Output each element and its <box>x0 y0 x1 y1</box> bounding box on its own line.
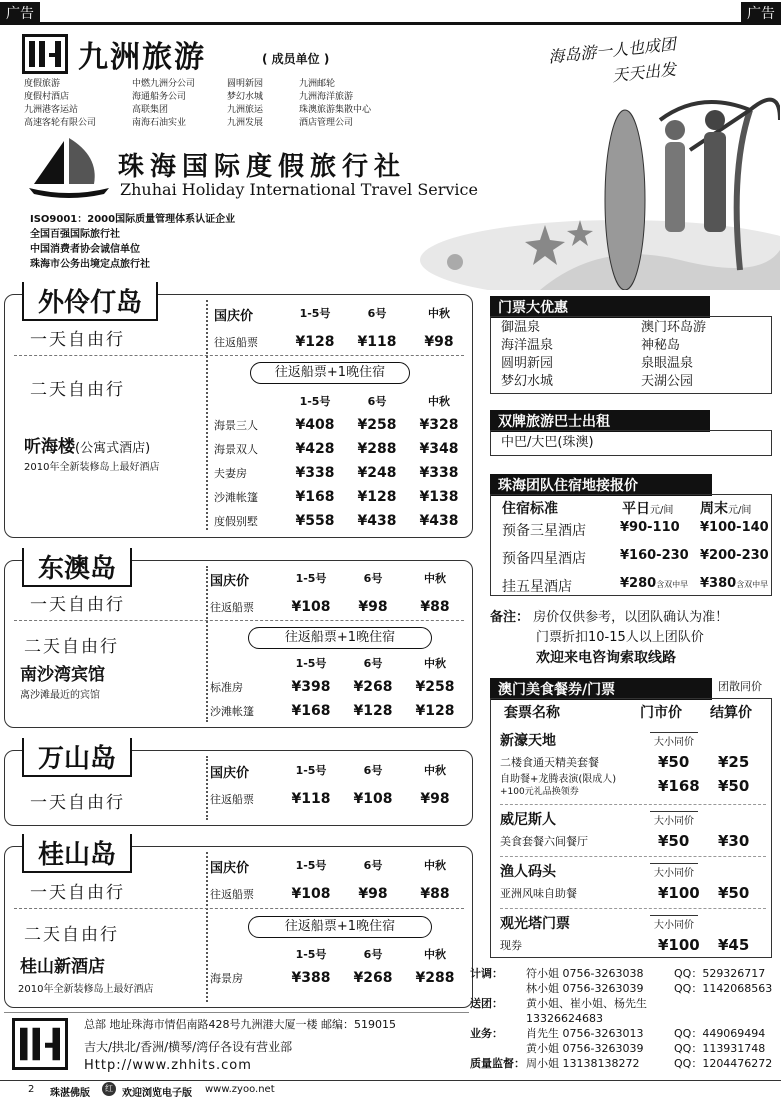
col-header: 6号 <box>363 657 383 670</box>
subsidiary-item: 九洲邮轮 <box>299 79 336 89</box>
subsidiary-item: 梦幻水城 <box>227 92 264 102</box>
retail-price: ¥100 <box>658 884 700 902</box>
table-row <box>214 489 470 505</box>
spacer <box>674 1011 780 1026</box>
contact-line: 黄小姐、崔小姐、杨先生 <box>526 997 647 1010</box>
macau-group-name: 新濠天地 <box>500 733 556 749</box>
price-cell: ¥118 <box>357 334 397 350</box>
credential-1: ISO9001：2000国际质量管理体系认证企业 <box>30 214 236 225</box>
macau-group-name: 渔人码头 <box>500 864 556 880</box>
footer-url[interactable]: Http://www.zhhits.com <box>84 1058 252 1073</box>
company-en: Zhuhai Holiday International Travel Service <box>120 180 478 199</box>
route-day1: 一天自由行 <box>30 595 125 615</box>
price-cell: ¥128 <box>353 703 393 719</box>
item-name: 二楼食通天精美套餐 <box>500 756 599 769</box>
ticket-item: 圆明新园 <box>501 356 554 371</box>
hotels-h2: 平日元/间 <box>622 501 674 517</box>
price-cell: ¥88 <box>420 599 450 615</box>
price-table-day2 <box>214 393 470 529</box>
contact-role: 业务： <box>470 1027 503 1040</box>
credential-2: 全国百强国际旅行社 <box>30 229 120 240</box>
credential-3: 中国消费者协会诚信单位 <box>30 244 140 255</box>
col-header: 1-5号 <box>295 764 327 777</box>
slogan-line2: 天天出发 <box>611 59 677 86</box>
group-divider <box>500 856 766 857</box>
col-header: 6号 <box>367 307 387 320</box>
retail-price: ¥168 <box>658 777 700 795</box>
hotel-name: 听海楼(公寓式酒店) <box>24 437 151 457</box>
subsidiary-item: 九洲海洋旅游 <box>299 92 354 102</box>
spacer <box>210 655 280 671</box>
hotels-h1: 住宿标准 <box>502 501 558 517</box>
price-note: 含双中早 <box>656 580 689 589</box>
contact-line: 黄小姐 0756-3263039 <box>526 1042 644 1055</box>
contact-qq: QQ：529326717 <box>674 967 766 980</box>
price-cell: ¥338 <box>295 465 335 481</box>
price-cell: ¥108 <box>291 886 331 902</box>
price-cell: ¥268 <box>353 970 393 986</box>
price-cell: ¥338 <box>419 465 459 481</box>
col-header: 中秋 <box>424 657 446 670</box>
contact-qq: QQ：1204476272 <box>674 1057 773 1070</box>
retail-price: ¥50 <box>658 753 690 771</box>
subsidiary-item: 圆明新园 <box>227 79 264 89</box>
price-cell: ¥398 <box>291 679 331 695</box>
macau-item <box>500 884 766 902</box>
item-line: 自助餐+龙腾表演(限成人) <box>500 774 617 785</box>
subsidiary-item: 酒店管理公司 <box>299 118 354 128</box>
macau-item <box>500 753 766 771</box>
price-cell: ¥408 <box>295 417 335 433</box>
contact-role: 质量监督： <box>470 1057 525 1070</box>
price-cell: ¥248 <box>357 465 397 481</box>
contact-line: 符小姐 0756-3263038 <box>526 967 644 980</box>
price-cell: ¥128 <box>415 703 455 719</box>
price-cell: ¥438 <box>357 513 397 529</box>
price-cell: ¥348 <box>419 441 459 457</box>
row-label: 度假别墅 <box>214 515 258 528</box>
group-divider <box>500 804 766 805</box>
price-cell: ¥138 <box>419 489 459 505</box>
pub-name: 珠湛佛版 <box>50 1088 90 1099</box>
col-header: 6号 <box>363 948 383 961</box>
price-cell: ¥388 <box>291 970 331 986</box>
price-cell: ¥108 <box>353 791 393 807</box>
package-pill: 往返船票+1晚住宿 <box>248 916 432 938</box>
row-label: 海景三人 <box>214 419 258 432</box>
company-cn: 珠海国际度假旅行社 <box>118 152 407 182</box>
weekend-price <box>700 576 770 596</box>
price-cell: ¥268 <box>353 679 393 695</box>
divider <box>206 852 208 1002</box>
route-day2: 二天自由行 <box>30 380 125 400</box>
col-header: 1-5号 <box>299 307 331 320</box>
hotel-desc: 2010年全新装修岛上最好酒店 <box>18 984 154 995</box>
island-title-wailingding: 外伶仃岛 <box>22 282 158 321</box>
island-title-wanshan: 万山岛 <box>22 738 132 777</box>
contact-row <box>470 1011 780 1026</box>
page-number: 2 <box>28 1084 35 1095</box>
col-header: 中秋 <box>424 764 446 777</box>
pub-url[interactable]: www.zyoo.net <box>205 1084 275 1095</box>
col-header: 中秋 <box>424 948 446 961</box>
contact-line: 林小姐 0756-3263039 <box>526 982 644 995</box>
col-header: 中秋 <box>424 572 446 585</box>
spacer <box>210 946 280 962</box>
ticket-item: 梦幻水城 <box>501 374 554 389</box>
item-name: 美食套餐六间餐厅 <box>500 835 588 848</box>
hotel-name: 桂山新酒店 <box>20 957 105 977</box>
contact-row <box>470 1026 780 1041</box>
price: ¥380 <box>700 576 737 591</box>
price-cell: ¥328 <box>419 417 459 433</box>
subsidiary-item: 海通船务公司 <box>132 92 187 102</box>
island-title-guishan: 桂山岛 <box>22 834 132 873</box>
table-row <box>214 465 470 481</box>
credential-4: 珠海市公务出境定点旅行社 <box>30 259 150 270</box>
macau-group-header <box>500 809 766 829</box>
price-cell: ¥98 <box>420 791 450 807</box>
retail-price: ¥50 <box>658 832 690 850</box>
weekday-price <box>620 576 700 596</box>
contact-role: 送团： <box>470 997 503 1010</box>
jiuzhou-footer-logo-icon <box>12 1018 68 1070</box>
row-label: 沙滩帐篷 <box>214 491 258 504</box>
settle-price: ¥50 <box>718 777 750 795</box>
contact-row <box>470 1056 780 1071</box>
spacer <box>470 1041 526 1056</box>
hotel-desc: 离沙滩最近的宾馆 <box>20 690 100 701</box>
price-table-day1 <box>214 305 470 350</box>
settle-price: ¥25 <box>718 753 750 771</box>
macau-group-header <box>500 861 766 881</box>
row-label: 标准房 <box>210 681 243 694</box>
weekday-price: ¥160-230 <box>620 548 689 563</box>
col-header: 中秋 <box>424 859 446 872</box>
table-header <box>214 305 470 324</box>
route-day1: 一天自由行 <box>30 883 125 903</box>
row-label: 海景双人 <box>214 443 258 456</box>
item-line: +100元礼品换领券 <box>500 787 579 797</box>
ad-label-right: 广告 <box>741 2 781 24</box>
note-line2: 门票折扣10-15人以上团队价 <box>536 630 704 645</box>
subsidiary-item: 九洲港客运站 <box>24 105 79 115</box>
macau-h1: 套票名称 <box>504 705 560 721</box>
island-title-dongao: 东澳岛 <box>22 548 132 587</box>
col-header: 国庆价 <box>214 309 254 324</box>
top-rule <box>0 22 781 25</box>
macau-title: 澳门美食餐券/门票 <box>490 678 712 700</box>
ticket-item: 御温泉 <box>501 320 541 335</box>
subsidiary-item: 高联集团 <box>132 105 169 115</box>
ad-label-left: 广告 <box>0 2 40 24</box>
table-header <box>210 655 470 671</box>
macau-item <box>500 774 766 798</box>
price-cell: ¥108 <box>291 599 331 615</box>
price-cell: ¥258 <box>357 417 397 433</box>
group-divider <box>500 908 766 909</box>
price-cell: ¥98 <box>424 334 454 350</box>
col-header: 6号 <box>363 764 383 777</box>
table-row <box>214 417 470 433</box>
row-label: 往返船票 <box>210 888 254 901</box>
table-row <box>214 441 470 457</box>
contact-qq: QQ：449069494 <box>674 1027 766 1040</box>
row-label: 往返船票 <box>210 793 254 806</box>
ticket-item: 天湖公园 <box>641 374 694 389</box>
col-header: 1-5号 <box>295 657 327 670</box>
macau-group-name: 威尼斯人 <box>500 812 556 828</box>
footer-address: 总部 地址珠海市情侣南路428号九洲港大厦一楼 邮编：519015 <box>84 1018 396 1031</box>
note-label: 备注： <box>490 610 530 625</box>
sailboat-logo-icon <box>24 136 114 202</box>
price-table-day1 <box>210 857 470 902</box>
row-label: 海景房 <box>210 972 243 985</box>
col-header: 中秋 <box>428 395 450 408</box>
subsidiary-item: 南海石油实业 <box>132 118 187 128</box>
macau-tag: 团散同价 <box>718 680 762 693</box>
hotel-row <box>502 548 770 568</box>
tickets-list <box>490 316 772 394</box>
settle-price: ¥50 <box>718 884 750 902</box>
col-header: 6号 <box>363 859 383 872</box>
package-pill: 往返船票+1晚住宿 <box>250 362 410 384</box>
subsidiary-item: 度假村酒店 <box>24 92 70 102</box>
table-row <box>210 599 470 615</box>
col-header: 1-5号 <box>295 859 327 872</box>
price-cell: ¥128 <box>357 489 397 505</box>
subsidiary-list <box>24 78 389 130</box>
pub-badge-icon: 红 <box>102 1082 116 1096</box>
table-header <box>210 946 470 962</box>
table-row <box>214 513 470 529</box>
price-cell: ¥118 <box>291 791 331 807</box>
item-name <box>500 774 658 798</box>
col-header: 1-5号 <box>295 948 327 961</box>
hotel-name: 南沙湾宾馆 <box>20 665 105 685</box>
ticket-item: 泉眼温泉 <box>641 356 694 371</box>
same-price-tag: 大小同价 <box>650 811 698 827</box>
subsidiary-item: 珠澳旅游集散中心 <box>299 105 372 115</box>
price: ¥280 <box>620 576 657 591</box>
contact-row <box>470 996 780 1011</box>
same-price-tag: 大小同价 <box>650 915 698 931</box>
route-day1: 一天自由行 <box>30 330 125 350</box>
row-label: 沙滩帐篷 <box>210 705 254 718</box>
divider <box>206 300 208 530</box>
price-cell: ¥438 <box>419 513 459 529</box>
macau-group-header <box>500 913 766 933</box>
route-day1: 一天自由行 <box>30 793 125 813</box>
item-name: 亚洲风味自助餐 <box>500 887 577 900</box>
jiuzhou-logo-icon <box>22 34 68 74</box>
ticket-item: 澳门环岛游 <box>641 320 707 335</box>
divider <box>14 908 464 909</box>
price-cell: ¥558 <box>295 513 335 529</box>
contact-line: 13326624683 <box>526 1012 603 1025</box>
macau-list <box>500 726 766 954</box>
table-header <box>210 857 470 876</box>
contact-row <box>470 981 780 996</box>
contact-qq: QQ：113931748 <box>674 1042 766 1055</box>
settle-price: ¥30 <box>718 832 750 850</box>
table-row <box>214 334 470 350</box>
contact-qq: QQ：1142068563 <box>674 982 773 995</box>
subsidiary-item: 度假旅游 <box>24 79 61 89</box>
row-label: 往返船票 <box>210 601 254 614</box>
hotels-title: 珠海团队住宿地接报价 <box>490 474 712 496</box>
brand-title: 九洲旅游 <box>78 40 206 75</box>
pub-tag: 欢迎浏览电子版 <box>122 1088 192 1099</box>
footer-branches: 吉大/拱北/香洲/横琴/湾仔各设有营业部 <box>84 1040 293 1054</box>
ticket-item: 神秘岛 <box>641 338 681 353</box>
package-pill: 往返船票+1晚住宿 <box>248 627 432 649</box>
contact-row <box>470 966 780 981</box>
note-line3: 欢迎来电咨询索取线路 <box>536 650 676 666</box>
same-price-tag: 大小同价 <box>650 863 698 879</box>
hotel-desc: 2010年全新装修岛上最好酒店 <box>24 462 160 473</box>
price-cell: ¥88 <box>420 886 450 902</box>
macau-group-header <box>500 730 766 750</box>
macau-item <box>500 936 766 954</box>
weekday-price: ¥90-110 <box>620 520 680 535</box>
col-header: 1-5号 <box>295 572 327 585</box>
weekend-price: ¥200-230 <box>700 548 769 563</box>
slogan-line1: 海岛游一人也成团 <box>547 34 677 67</box>
ticket-item: 海洋温泉 <box>501 338 554 353</box>
table-row <box>210 886 470 902</box>
price-cell: ¥168 <box>291 703 331 719</box>
divider <box>206 756 208 820</box>
hotels-h3: 周末元/间 <box>700 501 752 517</box>
contact-line: 肖先生 0756-3263013 <box>526 1027 644 1040</box>
contact-line: 周小姐 13138138272 <box>526 1057 640 1070</box>
weekend-price: ¥100-140 <box>700 520 769 535</box>
subsidiary-item: 九洲旅运 <box>227 105 264 115</box>
spacer <box>470 1011 526 1026</box>
hotels-rows <box>502 520 770 604</box>
note-block <box>490 608 780 668</box>
credentials <box>30 212 235 272</box>
price-cell: ¥98 <box>358 886 388 902</box>
price-cell: ¥288 <box>357 441 397 457</box>
price-cell: ¥288 <box>415 970 455 986</box>
contacts <box>470 966 780 1071</box>
price-table-day1 <box>210 570 470 615</box>
spacer <box>470 981 526 996</box>
table-row <box>210 791 470 807</box>
route-day2: 二天自由行 <box>24 925 119 945</box>
table-header <box>210 762 470 781</box>
bus-title: 双牌旅游巴士出租 <box>490 410 710 432</box>
divider <box>14 355 464 356</box>
contact-role: 计调： <box>470 967 503 980</box>
price-table-day1 <box>210 762 470 807</box>
divider <box>206 566 208 722</box>
col-header: 国庆价 <box>210 861 250 876</box>
member-tag: ( 成员单位 ) <box>262 52 330 66</box>
hotel-type: 预备三星酒店 <box>502 523 586 539</box>
price-note: 含双中早 <box>736 580 769 589</box>
macau-group-name: 观光塔门票 <box>500 916 570 932</box>
table-row <box>210 970 470 986</box>
hotel-type: 挂五星酒店 <box>502 579 572 595</box>
macau-h3: 结算价 <box>710 705 752 721</box>
divider <box>14 620 464 621</box>
tickets-title: 门票大优惠 <box>490 296 710 318</box>
spacer <box>674 996 780 1011</box>
col-header: 国庆价 <box>210 574 250 589</box>
table-header <box>214 393 470 409</box>
bottom-rule <box>0 1080 781 1081</box>
retail-price: ¥100 <box>658 936 700 954</box>
price-table-day2 <box>210 655 470 719</box>
col-header: 1-5号 <box>299 395 331 408</box>
table-row <box>210 679 470 695</box>
price-cell: ¥128 <box>295 334 335 350</box>
subsidiary-item: 九洲发展 <box>227 118 264 128</box>
macau-h2: 门市价 <box>640 705 682 721</box>
settle-price: ¥45 <box>718 936 750 954</box>
item-name: 现券 <box>500 939 522 952</box>
hotel-row <box>502 520 770 540</box>
note-line1: 房价仅供参考，以团队确认为准！ <box>533 610 729 625</box>
price-cell: ¥428 <box>295 441 335 457</box>
route-day2: 二天自由行 <box>24 637 119 657</box>
table-header <box>210 570 470 589</box>
col-header: 6号 <box>363 572 383 585</box>
price-cell: ¥98 <box>358 599 388 615</box>
col-header: 6号 <box>367 395 387 408</box>
hotel-row <box>502 576 770 596</box>
row-label: 往返船票 <box>214 336 258 349</box>
price-cell: ¥258 <box>415 679 455 695</box>
macau-item <box>500 832 766 850</box>
subsidiary-item: 高速客轮有限公司 <box>24 118 97 128</box>
col-header: 中秋 <box>428 307 450 320</box>
bus-text: 中巴/大巴(珠澳) <box>490 430 772 456</box>
row-label: 夫妻房 <box>214 467 247 480</box>
price-table-day2 <box>210 946 470 986</box>
spacer <box>214 393 284 409</box>
col-header: 国庆价 <box>210 766 250 781</box>
hotel-type: 预备四星酒店 <box>502 551 586 567</box>
table-row <box>210 703 470 719</box>
subsidiary-item: 中燃九洲分公司 <box>132 79 196 89</box>
contact-row <box>470 1041 780 1056</box>
same-price-tag: 大小同价 <box>650 732 698 748</box>
price-cell: ¥168 <box>295 489 335 505</box>
